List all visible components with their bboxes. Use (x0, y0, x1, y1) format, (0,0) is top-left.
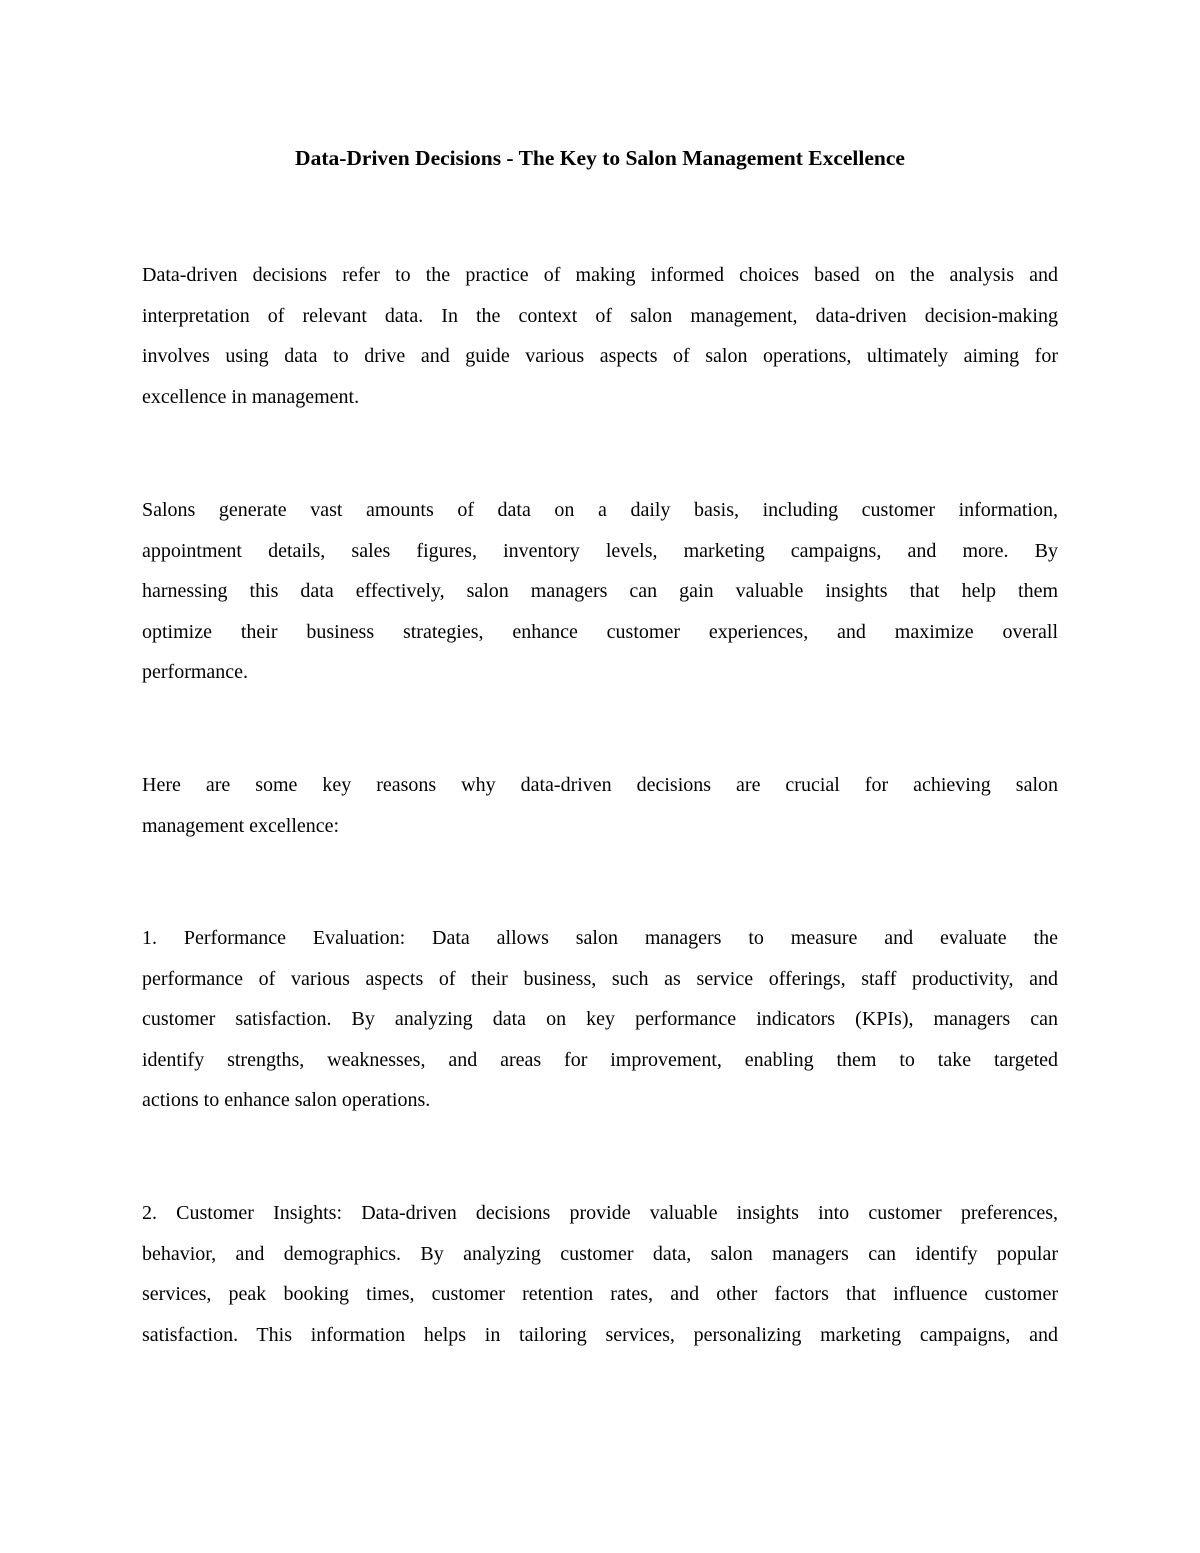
paragraph-key-reasons (142, 765, 1058, 846)
paragraph-customer-insights (142, 1193, 1058, 1355)
document-title: Data-Driven Decisions - The Key to Salon Management Excellence (295, 146, 905, 170)
paragraph-salon-data (142, 490, 1058, 693)
paragraph-line: performance. (142, 661, 249, 684)
paragraph-line: excellence in management. (142, 385, 360, 408)
paragraph-line: identify strengths, weaknesses, and areas for improvement, enabling them to take targeted (142, 1048, 1058, 1071)
paragraph-line: actions to enhance salon operations. (142, 1089, 431, 1112)
paragraph-line: optimize their business strategies, enhance customer experiences, and maximize overall (142, 620, 1058, 643)
paragraph-line: satisfaction. This information helps in tailoring services, personalizing marketing campaigns, and (142, 1323, 1058, 1346)
paragraph-line: Data-driven decisions refer to the practice of making informed choices based on the analysis and (142, 264, 1058, 286)
paragraph-line: 2. Customer Insights: Data-driven decisions provide valuable insights into customer preferences, (142, 1202, 1058, 1224)
paragraph-line: Salons generate vast amounts of data on a daily basis, including customer information, (142, 499, 1058, 521)
paragraph-intro (142, 255, 1058, 417)
paragraph-line: appointment details, sales figures, inventory levels, marketing campaigns, and more. By (142, 539, 1058, 562)
paragraph-line: behavior, and demographics. By analyzing customer data, salon managers can identify popular (142, 1242, 1058, 1265)
paragraph-line: involves using data to drive and guide various aspects of salon operations, ultimately aiming for (142, 345, 1058, 368)
paragraph-line: management excellence: (142, 814, 340, 837)
paragraph-line: 1. Performance Evaluation: Data allows salon managers to measure and evaluate the (142, 927, 1058, 949)
paragraph-line: harnessing this data effectively, salon managers can gain valuable insights that help them (142, 580, 1058, 603)
paragraph-performance-evaluation (142, 918, 1058, 1121)
paragraph-line: services, peak booking times, customer retention rates, and other factors that influence customer (142, 1283, 1058, 1306)
paragraph-line: performance of various aspects of their business, such as service offerings, staff productivity, and (142, 967, 1058, 990)
paragraph-line: interpretation of relevant data. In the context of salon management, data-driven decision-making (142, 304, 1058, 327)
paragraph-line: customer satisfaction. By analyzing data on key performance indicators (KPIs), managers can (142, 1008, 1058, 1031)
paragraph-line: Here are some key reasons why data-driven decisions are crucial for achieving salon (142, 774, 1058, 796)
